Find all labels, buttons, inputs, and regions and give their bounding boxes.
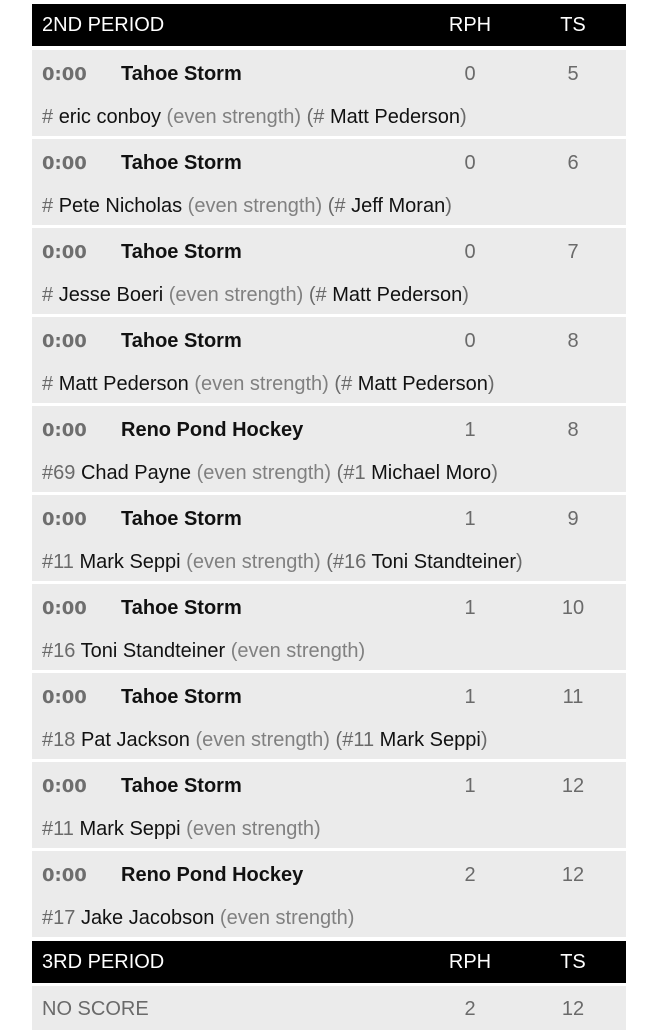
goal-strength: (even strength): [166, 106, 302, 128]
assist-number: #: [334, 195, 346, 217]
scoring-team: Tahoe Storm: [121, 241, 242, 263]
assist-number: #11: [342, 729, 375, 751]
goal-detail: [42, 729, 487, 752]
goal-detail: [42, 106, 467, 129]
score-rph: 1: [464, 597, 476, 619]
goal-strength: (even strength): [168, 284, 304, 306]
scorer-name[interactable]: Toni Standteiner: [80, 640, 226, 662]
assist-name[interactable]: Toni Standteiner: [371, 551, 517, 573]
score-ts: 12: [561, 998, 585, 1020]
score-ts: 12: [561, 864, 585, 886]
scoring-team: Tahoe Storm: [121, 597, 242, 619]
goal-time: 0:00: [42, 153, 87, 174]
assist-open-paren: (: [308, 284, 316, 306]
goal-detail: [42, 373, 495, 396]
goal-row: [32, 762, 626, 848]
assist-number: #1: [343, 462, 366, 484]
assist-name[interactable]: Matt Pederson: [357, 373, 488, 395]
assist-name[interactable]: Matt Pederson: [332, 284, 463, 306]
goal-strength: (even strength): [194, 373, 329, 395]
goal-strength: (even strength): [230, 640, 366, 662]
assist-number: #: [341, 373, 353, 395]
goal-strength: (even strength): [186, 818, 321, 840]
assist-open-paren: (: [327, 195, 335, 217]
score-rph: 1: [464, 686, 476, 708]
scorer-number: #16: [42, 640, 76, 662]
goal-row: [32, 228, 626, 314]
goal-detail: [42, 195, 452, 218]
score-ts: 7: [567, 241, 579, 263]
column-header-rph: RPH: [448, 14, 492, 36]
assist-close-paren: ): [445, 195, 452, 217]
scoring-team: Tahoe Storm: [121, 686, 242, 708]
goal-time: 0:00: [42, 865, 87, 886]
assist-open-paren: (: [335, 729, 343, 751]
score-rph: 0: [464, 330, 476, 352]
scoring-team: Tahoe Storm: [121, 330, 242, 352]
assist-number: #: [315, 284, 327, 306]
scorer-number: #17: [42, 907, 76, 929]
score-ts: 8: [567, 330, 579, 352]
score-ts: 8: [567, 419, 579, 441]
goal-strength: (even strength): [186, 551, 321, 573]
column-header-rph: RPH: [448, 951, 492, 973]
score-ts: 12: [561, 775, 585, 797]
goal-row: [32, 50, 626, 136]
assist-close-paren: ): [491, 462, 498, 484]
goal-detail: [42, 818, 321, 841]
scorer-name[interactable]: Pat Jackson: [80, 729, 190, 751]
scoring-summary: [32, 4, 626, 1030]
score-rph: 2: [464, 998, 476, 1020]
assist-close-paren: ): [460, 106, 467, 128]
scorer-name[interactable]: Mark Seppi: [79, 551, 181, 573]
goal-row: [32, 139, 626, 225]
goal-strength: (even strength): [195, 729, 330, 751]
goal-row: [32, 584, 626, 670]
assist-name[interactable]: Michael Moro: [371, 462, 492, 484]
score-rph: 0: [464, 63, 476, 85]
goal-time: 0:00: [42, 598, 87, 619]
assist-name[interactable]: Jeff Moran: [351, 195, 446, 217]
assist-number: #: [313, 106, 325, 128]
assist-name[interactable]: Mark Seppi: [379, 729, 481, 751]
goal-strength: (even strength): [196, 462, 332, 484]
assist-open-paren: (: [334, 373, 342, 395]
score-ts: 10: [561, 597, 585, 619]
scoring-team: Tahoe Storm: [121, 152, 242, 174]
score-rph: 0: [464, 152, 476, 174]
goal-detail: [42, 462, 498, 485]
score-ts: 6: [567, 152, 579, 174]
scoring-team: Tahoe Storm: [121, 63, 242, 85]
goal-row: [32, 317, 626, 403]
scoring-team: Reno Pond Hockey: [121, 419, 304, 441]
goal-time: 0:00: [42, 509, 87, 530]
scoring-team: Reno Pond Hockey: [121, 864, 304, 886]
goal-time: 0:00: [42, 64, 87, 85]
goal-detail: [42, 284, 469, 307]
score-rph: 1: [464, 419, 476, 441]
scorer-name[interactable]: eric conboy: [58, 106, 161, 128]
goal-row: [32, 851, 626, 937]
goal-detail: [42, 640, 365, 663]
score-ts: 5: [567, 63, 579, 85]
assist-close-paren: ): [487, 373, 495, 395]
goal-time: 0:00: [42, 242, 87, 263]
goal-strength: (even strength): [187, 195, 323, 217]
assist-open-paren: (: [306, 106, 314, 128]
score-rph: 2: [464, 864, 476, 886]
assist-open-paren: (: [326, 551, 333, 573]
scorer-number: #: [42, 106, 54, 128]
no-score-label: NO SCORE: [42, 998, 149, 1020]
score-rph: 1: [464, 508, 476, 530]
scoring-team: Tahoe Storm: [121, 508, 242, 530]
goal-time: 0:00: [42, 331, 87, 352]
scoring-team: Tahoe Storm: [121, 775, 242, 797]
score-rph: 0: [464, 241, 476, 263]
scorer-name[interactable]: Jake Jacobson: [80, 907, 215, 929]
goal-detail: [42, 907, 354, 930]
goal-time: 0:00: [42, 776, 87, 797]
goal-strength: (even strength): [219, 907, 355, 929]
goal-row: [32, 673, 626, 759]
assist-name[interactable]: Matt Pederson: [329, 106, 461, 128]
column-header-ts: TS: [560, 14, 586, 36]
scorer-number: #11: [42, 551, 74, 573]
goal-row: [32, 495, 626, 581]
assist-close-paren: ): [516, 551, 523, 573]
period-title: 2ND PERIOD: [42, 14, 165, 36]
period-title: 3RD PERIOD: [42, 951, 165, 973]
assist-close-paren: ): [480, 729, 488, 751]
column-header-ts: TS: [560, 951, 586, 973]
assist-close-paren: ): [462, 284, 469, 306]
scorer-number: #69: [42, 462, 76, 484]
goal-row: [32, 406, 626, 492]
scorer-name[interactable]: Jesse Boeri: [58, 284, 164, 306]
goal-detail: [42, 551, 523, 574]
assist-open-paren: (: [336, 462, 344, 484]
scorer-name[interactable]: Mark Seppi: [79, 818, 181, 840]
scorer-name[interactable]: Pete Nicholas: [58, 195, 183, 217]
score-ts: 11: [562, 686, 584, 708]
scorer-name[interactable]: Matt Pederson: [58, 373, 189, 395]
scorer-name[interactable]: Chad Payne: [80, 462, 192, 484]
period-header-2nd: [32, 4, 626, 46]
goal-time: 0:00: [42, 420, 87, 441]
assist-number: #16: [332, 551, 367, 573]
goal-time: 0:00: [42, 687, 87, 708]
scorer-number: #: [42, 284, 54, 306]
period-header-3rd: [32, 941, 626, 983]
scorer-number: #11: [42, 818, 74, 840]
scorer-number: #: [42, 373, 54, 395]
score-rph: 1: [464, 775, 476, 797]
no-score-row: [32, 986, 626, 1030]
scorer-number: #18: [42, 729, 76, 751]
score-ts: 9: [567, 508, 579, 530]
scorer-number: #: [42, 195, 54, 217]
